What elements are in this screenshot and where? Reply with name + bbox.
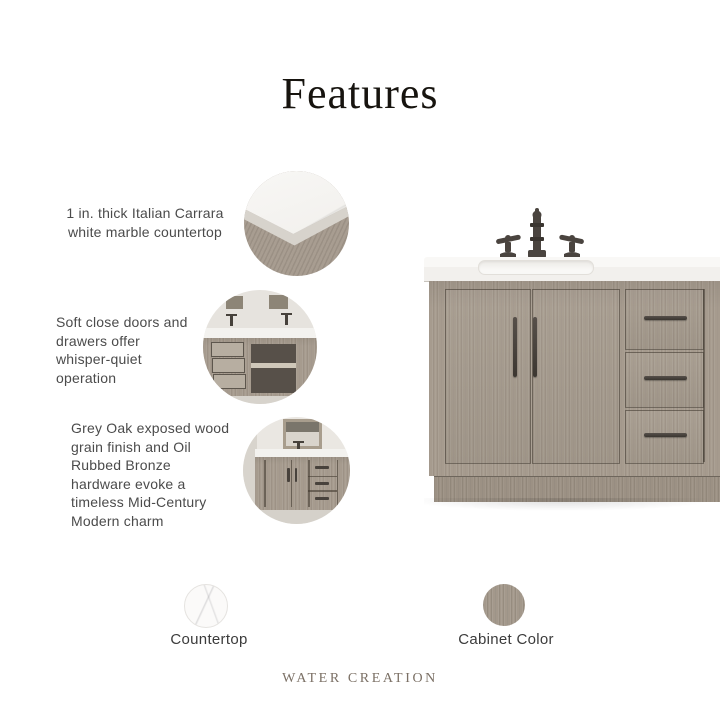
feature-text-line: Modern charm bbox=[71, 512, 164, 529]
countertop-swatch bbox=[184, 584, 228, 628]
feature-3-description bbox=[71, 419, 271, 530]
vanity-in-bathroom-photo bbox=[243, 417, 350, 524]
feature-text-line: operation bbox=[56, 369, 117, 386]
mirror bbox=[269, 295, 288, 310]
drawer-handle-2 bbox=[644, 376, 687, 380]
vanity-faucet bbox=[488, 206, 592, 258]
drawer-handle-3 bbox=[644, 433, 687, 437]
vanity-shadow bbox=[424, 498, 720, 512]
feature-text-line: 1 in. thick Italian Carrara bbox=[66, 205, 224, 221]
vanity-countertop bbox=[424, 257, 720, 282]
door-gap bbox=[291, 460, 293, 507]
cabinet-shelf bbox=[251, 363, 297, 368]
vanity-drawer-2 bbox=[625, 352, 704, 408]
open-drawer bbox=[212, 358, 245, 373]
cabinet-seam bbox=[337, 460, 339, 507]
vanity-door-left bbox=[445, 289, 531, 464]
drawer-handle bbox=[315, 497, 329, 500]
feature-text-line: Rubbed Bronze bbox=[71, 457, 171, 473]
drawer-gap bbox=[308, 490, 337, 492]
feature-text-line: hardware evoke a bbox=[71, 475, 186, 492]
drawer-handle bbox=[315, 466, 329, 469]
feature-text-line: Soft close doors and bbox=[56, 314, 188, 330]
floor bbox=[203, 396, 317, 404]
open-drawer bbox=[213, 374, 246, 389]
brand-logo-text: WATER CREATION bbox=[282, 671, 438, 686]
feature-text-line: drawers offer bbox=[56, 332, 141, 349]
floor bbox=[243, 510, 350, 524]
cabinet-divider bbox=[308, 460, 310, 507]
vanity-drawer-3 bbox=[625, 410, 704, 464]
door-handle bbox=[287, 468, 290, 482]
cabinet-color-swatch bbox=[483, 584, 525, 626]
feature-text-line: timeless Mid-Century bbox=[71, 494, 207, 510]
feature-text-line: white marble countertop bbox=[67, 223, 222, 240]
faucet bbox=[230, 316, 233, 326]
drawer-gap bbox=[308, 476, 337, 478]
vanity-door-right bbox=[532, 289, 620, 464]
cabinet-color-swatch-label: Cabinet Color bbox=[458, 631, 554, 648]
open-doors-drawers-photo bbox=[203, 290, 317, 404]
countertop-swatch-label: Countertop bbox=[170, 631, 248, 648]
open-cabinet-interior bbox=[251, 344, 297, 393]
door-handle bbox=[295, 468, 298, 482]
feature-1-description bbox=[50, 204, 240, 241]
vanity-cabinet bbox=[429, 281, 720, 476]
vanity-sink bbox=[478, 260, 594, 275]
cabinet-divider bbox=[703, 289, 705, 462]
door-handle-left bbox=[513, 317, 517, 377]
cabinet-body bbox=[255, 457, 350, 511]
mirror bbox=[283, 419, 322, 449]
feature-text-line: Grey Oak exposed wood bbox=[71, 420, 230, 436]
drawer-handle bbox=[315, 482, 329, 485]
feature-text-line: whisper-quiet bbox=[56, 351, 142, 367]
door-handle-right bbox=[533, 317, 537, 377]
page-title: Features bbox=[281, 69, 439, 118]
mirror-reflection bbox=[286, 422, 319, 432]
cabinet-seam bbox=[264, 460, 266, 507]
drawer-handle-1 bbox=[644, 316, 687, 320]
feature-text-line: grain finish and Oil bbox=[71, 438, 191, 455]
open-drawer bbox=[211, 342, 244, 357]
faucet bbox=[285, 315, 288, 325]
mirror bbox=[226, 296, 243, 310]
marble-countertop-corner-photo bbox=[244, 171, 349, 276]
